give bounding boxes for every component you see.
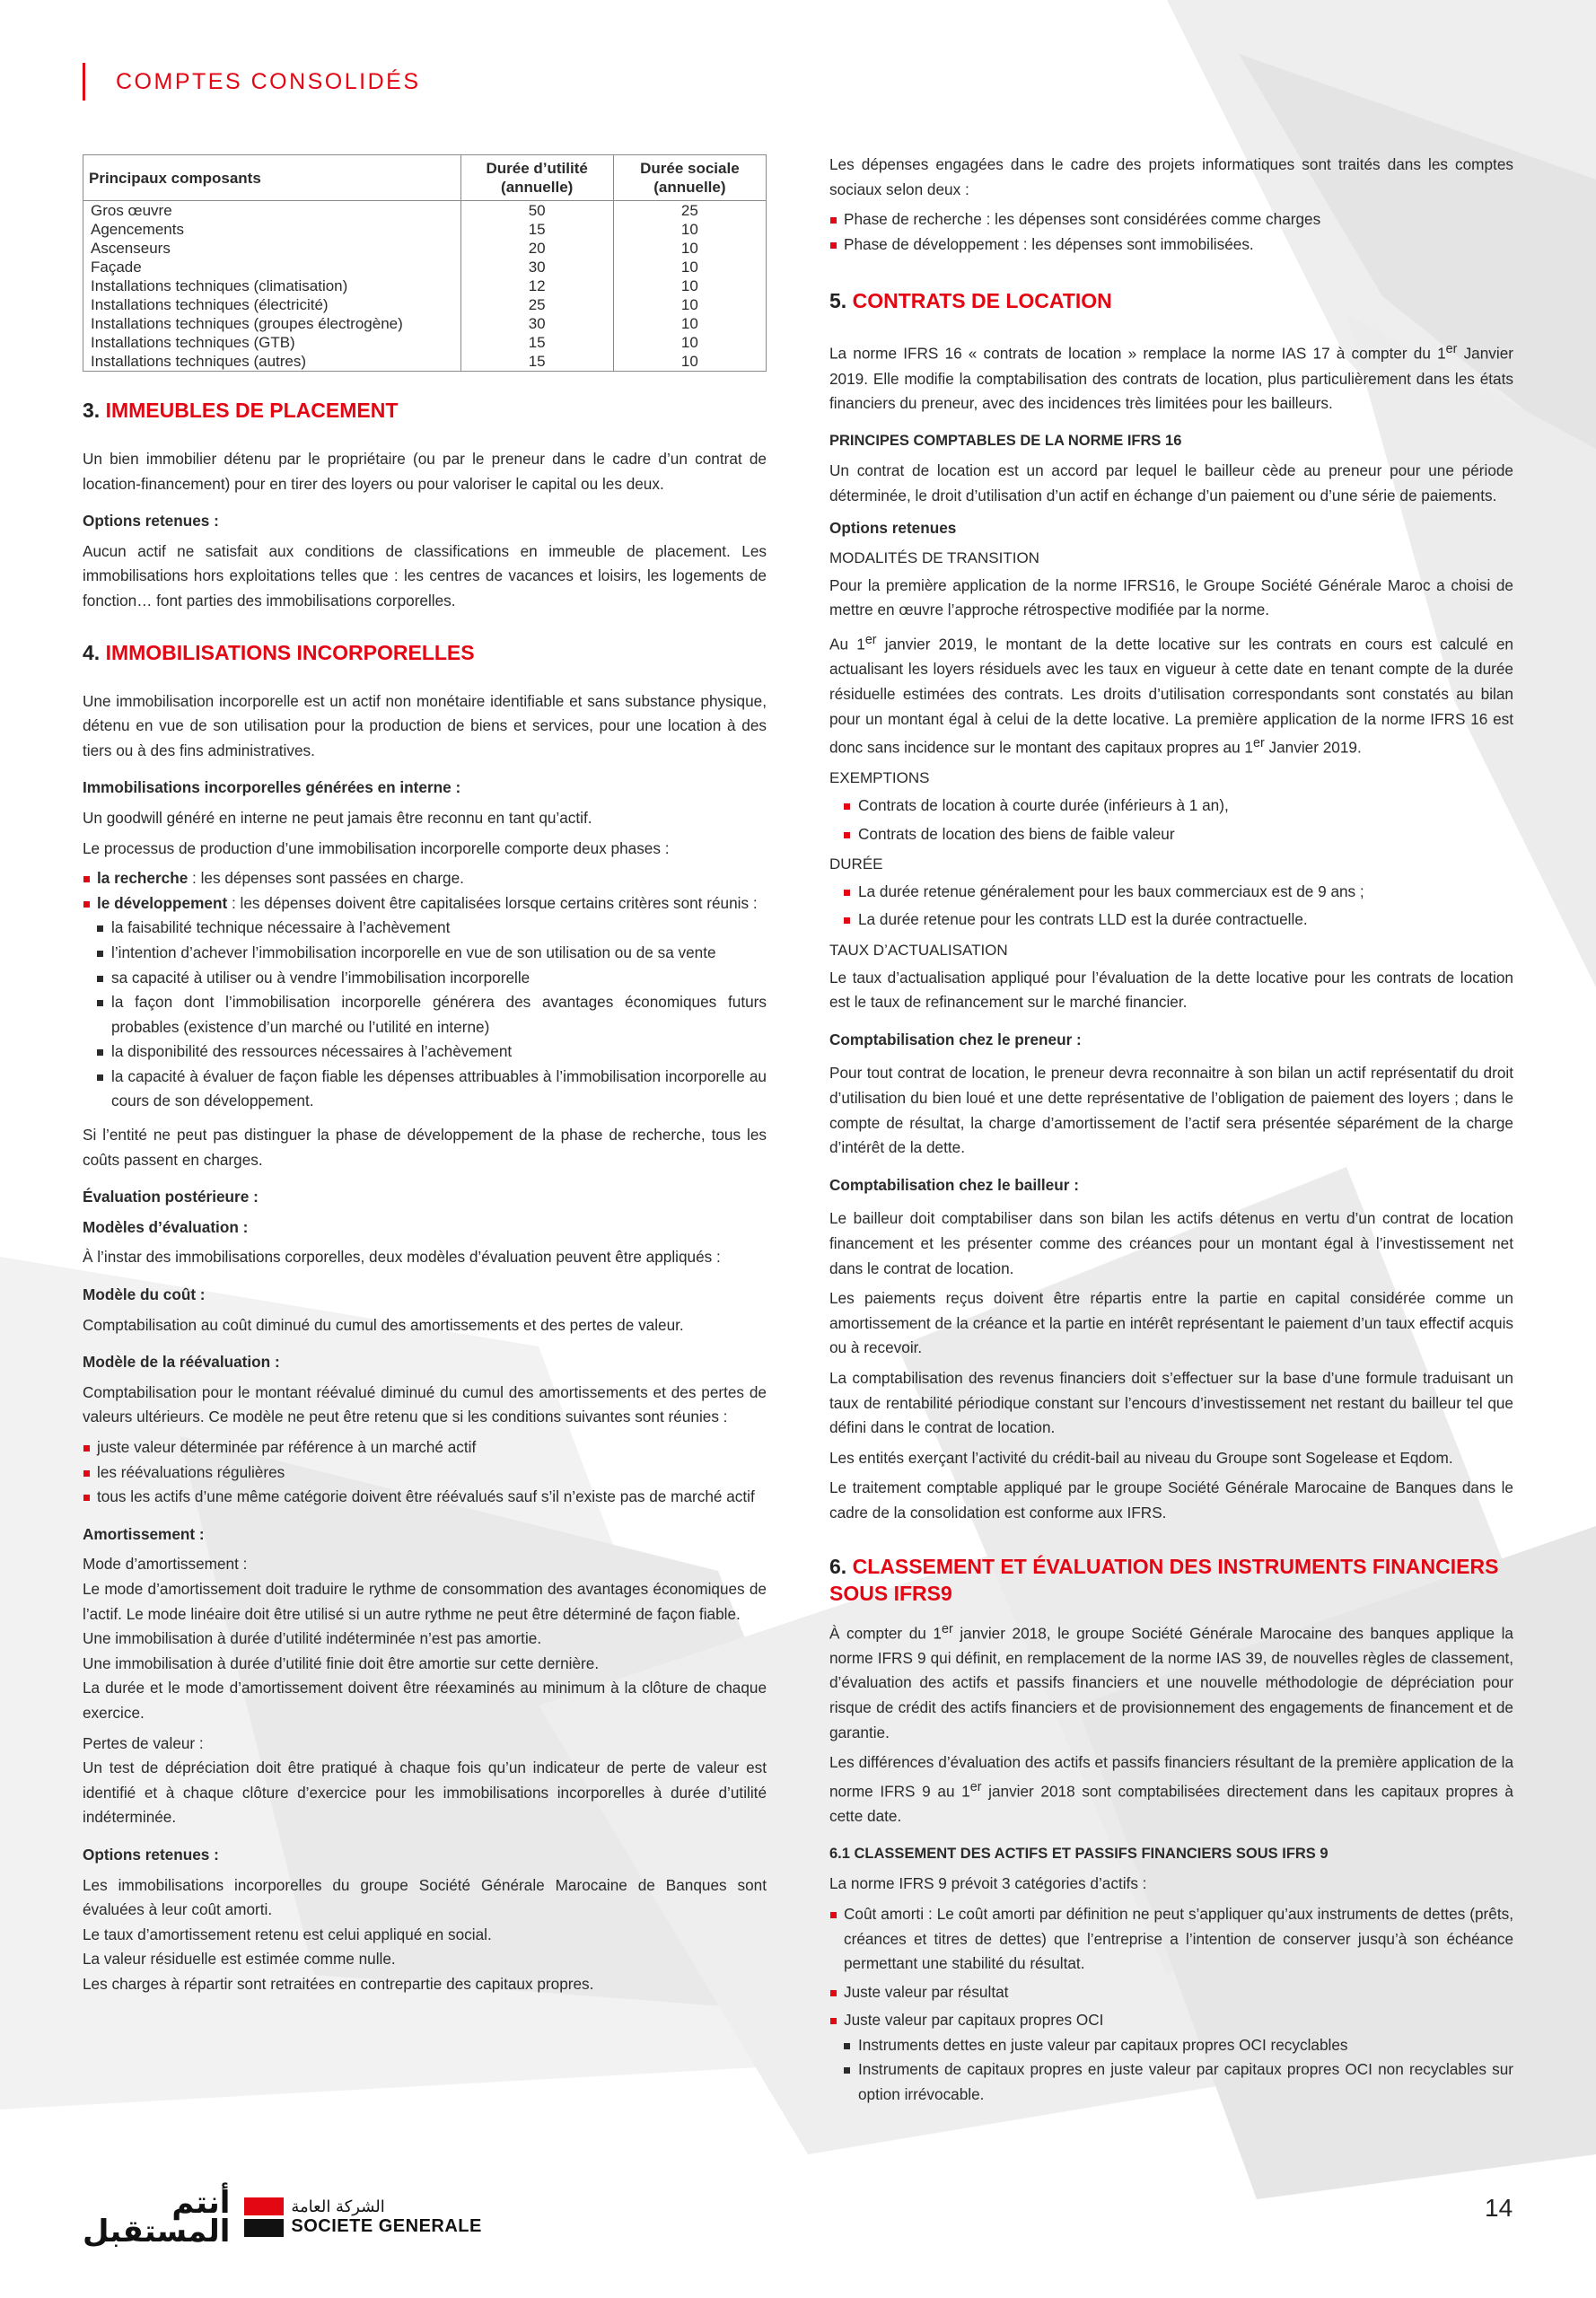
table-cell: 10 [613, 258, 766, 276]
subheading: 6.1 CLASSEMENT DES ACTIFS ET PASSIFS FINANCIERS SOUS IFRS 9 [829, 1845, 1329, 1862]
paragraph: Une immobilisation incorporelle est un actif non monétaire identifiable et sans substance physique, détenu en vue de son utilisation pour la production de biens et services, pour une location à des tiers ou à des fins administratives. [83, 691, 767, 759]
list-item: Phase de développement : les dépenses sont immobilisées. [829, 232, 1513, 258]
table-cell: 10 [613, 276, 766, 295]
section-heading-5: 5. CONTRATS DE LOCATION [829, 289, 1112, 313]
table-cell: 15 [460, 333, 613, 352]
paragraph: Si l’entité ne peut pas distinguer la phase de développement de la phase de recherche, tous les coûts passent en charges. [83, 1126, 767, 1169]
paragraph: Les dépenses engagées dans le cadre des projets informatiques sont traités dans les comptes sociaux selon deux : [829, 155, 1513, 198]
table-row [83, 258, 767, 276]
societe-generale-logo [244, 2197, 481, 2237]
list-item: Phase de recherche : les dépenses sont considérées comme charges [829, 207, 1513, 232]
paragraph: Comptabilisation au coût diminué du cumul des amortissements et des pertes de valeur. [83, 1315, 684, 1334]
exemptions-list [829, 794, 1513, 846]
table-header-row [83, 155, 767, 201]
subheading: Modèle du coût : [83, 1285, 206, 1304]
subheading: Évaluation postérieure : [83, 1188, 259, 1206]
paragraph: Les paiements reçus doivent être répartis entre la partie en capital considérée comme un amortissement de la créance et la partie en intérêt représentant le paiement d’un taux effectif acquis ou à recevoir. [829, 1289, 1513, 1357]
subheading: Immobilisations incorporelles générées en interne : [83, 778, 461, 797]
components-table [83, 154, 767, 372]
table-cell: 15 [460, 352, 613, 372]
paragraph: Au 1er janvier 2019, le montant de la dette locative sur les contrats en cours est calculé en actualisant les loyers résiduels avec les taux en vigueur à cette date en tenant compte de la durée résiduelle estimées des contrats. Les droits d’utilisation correspondants sont constatés au bilan pour un montant égal à celui de la dette locative. La première application de la norme IFRS 16 est donc sans incidence sur le montant des capitaux propres au 1er Janvier 2019. [829, 633, 1513, 757]
subheading: TAUX D’ACTUALISATION [829, 942, 1008, 960]
brand-name: SOCIETE GENERALE [291, 2216, 482, 2236]
list-item: La durée retenue généralement pour les baux commerciaux est de 9 ans ; [829, 880, 1513, 905]
subheading: Amortissement : [83, 1524, 205, 1543]
section-heading-6: 6. CLASSEMENT ET ÉVALUATION DES INSTRUMENTS FINANCIERS SOUS IFRS9 [829, 1554, 1499, 1605]
paragraph: La durée et le mode d’amortissement doivent être réexaminés au minimum à la clôture de chaque exercice. [83, 1679, 767, 1722]
list-item: Coût amorti : Le coût amorti par définition ne peut s’appliquer qu’aux instruments de dettes (prêts, créances et titres de dettes) que l’entreprise a l’intention de conserver jusqu’à son échéance permettant une stabilité du résultat. [829, 1902, 1513, 1977]
list-item: Instruments de capitaux propres en juste valeur par capitaux propres OCI non recyclables sur option irrévocable. [829, 2057, 1513, 2107]
table-cell: 25 [460, 295, 613, 314]
subheading: Comptabilisation chez le preneur : [829, 1030, 1082, 1048]
table-cell: Installations techniques (climatisation) [83, 276, 461, 295]
list-item: l’intention d’achever l’immobilisation incorporelle en vue de son utilisation ou de sa vente [83, 941, 767, 966]
list-item: Instruments dettes en juste valeur par capitaux propres OCI recyclables [829, 2033, 1513, 2058]
table-row [83, 314, 767, 333]
oci-sublist [829, 2033, 1513, 2108]
paragraph: Comptabilisation pour le montant réévalué diminué du cumul des amortissements et des pertes de valeurs ultérieurs. Ce modèle ne peut être retenu que si les conditions suivantes sont réunies : [83, 1382, 767, 1426]
list-item: Contrats de location des biens de faible valeur [829, 822, 1513, 847]
list-item: la capacité à évaluer de façon fiable les dépenses attribuables à l’immobilisation incorporelle au cours de son développement. [83, 1065, 767, 1114]
table-row [83, 276, 767, 295]
list-item: juste valeur déterminée par référence à un marché actif [83, 1435, 767, 1460]
table-row [83, 201, 767, 221]
subheading: MODALITÉS DE TRANSITION [829, 549, 1039, 567]
paragraph: La norme IFRS 16 « contrats de location » remplace la norme IAS 17 à compter du 1er Janvier 2019. Elle modifie la comptabilisation des contrats de location, plus particulièrement dans les états financiers du preneur, avec des incidences très limitées pour les bailleurs. [829, 342, 1513, 413]
paragraph: Le processus de production d’une immobilisation incorporelle comporte deux phases : [83, 838, 670, 857]
table-cell: 30 [460, 258, 613, 276]
paragraph: Mode d’amortissement : [83, 1555, 248, 1574]
paragraph: Le taux d’amortissement retenu est celui appliqué en social. [83, 1925, 492, 1943]
right-column [829, 153, 1513, 2108]
page-number: 14 [1485, 2194, 1513, 2222]
table-cell: 10 [613, 333, 766, 352]
brand-arabic: الشركة العامة [291, 2197, 385, 2216]
slogan-logo: أنتم المستقبل [83, 2185, 231, 2250]
paragraph: Un goodwill généré en interne ne peut jamais être reconnu en tant qu’actif. [83, 808, 592, 827]
table-cell: Installations techniques (autres) [83, 352, 461, 372]
table-cell: 10 [613, 295, 766, 314]
list-item: le développement : les dépenses doivent être capitalisées lorsque certains critères sont réunis : [83, 891, 767, 917]
duration-list [829, 880, 1513, 933]
table-header-cell: Durée d’utilité (annuelle) [460, 155, 613, 201]
footer-logo [83, 2185, 482, 2250]
criteria-list [83, 916, 767, 1114]
paragraph: Le bailleur doit comptabiliser dans son bilan les actifs détenus en vertu d’un contrat de location financement et les présenter comme des créances pour un montant égal à l’investissement net dans le contrat de location. [829, 1209, 1513, 1277]
list-item: la recherche : les dépenses sont passées en charge. [83, 866, 767, 891]
paragraph: La norme IFRS 9 prévoit 3 catégories d’actifs : [829, 1874, 1147, 1893]
subheading: Modèles d’évaluation : [83, 1217, 249, 1236]
table-row [83, 352, 767, 372]
revaluation-list [83, 1435, 767, 1510]
table-cell: Gros œuvre [83, 201, 461, 221]
table-cell: 10 [613, 352, 766, 372]
asset-category-list [829, 1902, 1513, 2033]
sg-square-icon [244, 2197, 284, 2237]
subheading: Modèle de la réévaluation : [83, 1353, 280, 1372]
table-cell: Installations techniques (groupes électrogène) [83, 314, 461, 333]
table-header-cell: Durée sociale (annuelle) [613, 155, 766, 201]
paragraph: À compter du 1er janvier 2018, le groupe Société Générale Marocaine des banques applique la norme IFRS 9 qui définit, en remplacement de la norme IAS 39, de nouvelles règles de classement, d’évaluation des actifs et passifs financiers et une nouvelle méthodologie de dépréciation pour risque de crédit des actifs financiers et de provisionnement des engagements de financement et de garantie. [829, 1621, 1513, 1741]
section-heading-4: 4. IMMOBILISATIONS INCORPORELLES [83, 640, 475, 664]
paragraph: Une immobilisation à durée d’utilité indéterminée n’est pas amortie. [83, 1629, 542, 1648]
table-cell: 30 [460, 314, 613, 333]
table-row [83, 220, 767, 239]
table-cell: Installations techniques (GTB) [83, 333, 461, 352]
paragraph: Une immobilisation à durée d’utilité finie doit être amortie sur cette dernière. [83, 1653, 600, 1672]
table-cell: Agencements [83, 220, 461, 239]
paragraph: Pour la première application de la norme IFRS16, le Groupe Société Générale Maroc a choisi de mettre en œuvre l’approche rétrospective modifiée par la norme. [829, 575, 1513, 619]
paragraph: La comptabilisation des revenus financiers doit s’effectuer sur la base d’une formule traduisant un taux de rentabilité périodique constant sur l’encours d’investissement net restant du bailleur tel que défini dans le contrat de location. [829, 1368, 1513, 1437]
list-item: Juste valeur par capitaux propres OCI [829, 2008, 1513, 2033]
subheading: Options retenues [829, 518, 957, 537]
paragraph: Aucun actif ne satisfait aux conditions de classifications en immeuble de placement. Les immobilisations hors exploitations telles que : les centres de vacances et loisirs, les logements de fonction… font parties des immobilisations corporelles. [83, 541, 767, 610]
phase-list [829, 207, 1513, 257]
list-item: sa capacité à utiliser ou à vendre l’immobilisation incorporelle [83, 966, 767, 991]
paragraph: Un contrat de location est un accord par lequel le bailleur cède au preneur pour une période déterminée, le droit d’utilisation d’un actif en échange d’un paiement ou d’une série de paiements. [829, 461, 1513, 505]
table-header-cell: Principaux composants [83, 155, 461, 201]
header-title: COMPTES CONSOLIDÉS [116, 69, 421, 94]
table-cell: 50 [460, 201, 613, 221]
table-cell: 12 [460, 276, 613, 295]
list-item: la faisabilité technique nécessaire à l’achèvement [83, 916, 767, 941]
list-item: la façon dont l’immobilisation incorporelle générera des avantages économiques futurs probables (existence d’un marché ou l’utilité en interne) [83, 990, 767, 1039]
left-column [83, 154, 767, 1996]
table-row [83, 295, 767, 314]
subheading: Options retenues : [83, 512, 219, 531]
table-cell: 15 [460, 220, 613, 239]
section-heading-3: 3. IMMEUBLES DE PLACEMENT [83, 399, 399, 422]
list-item: La durée retenue pour les contrats LLD est la durée contractuelle. [829, 908, 1513, 933]
subheading: Comptabilisation chez le bailleur : [829, 1175, 1079, 1194]
table-cell: 10 [613, 220, 766, 239]
table-cell: Installations techniques (électricité) [83, 295, 461, 314]
paragraph: Les charges à répartir sont retraitées en contrepartie des capitaux propres. [83, 1974, 594, 1993]
subheading: PRINCIPES COMPTABLES DE LA NORME IFRS 16 [829, 432, 1182, 449]
paragraph: Les immobilisations incorporelles du groupe Société Générale Marocaine de Banques sont évaluées à leur coût amorti. [83, 1875, 767, 1919]
subheading: Options retenues : [83, 1845, 219, 1864]
table-row [83, 239, 767, 258]
subheading: DURÉE [829, 855, 883, 873]
list-item: Juste valeur par résultat [829, 1980, 1513, 2005]
paragraph: La valeur résiduelle est estimée comme nulle. [83, 1950, 396, 1969]
page-header [83, 63, 421, 101]
paragraph: Les entités exerçant l’activité du crédit-bail au niveau du Groupe sont Sogelease et Eqdom. [829, 1448, 1453, 1467]
subheading: EXEMPTIONS [829, 769, 930, 787]
table-cell: Ascenseurs [83, 239, 461, 258]
list-item: les réévaluations régulières [83, 1460, 767, 1486]
table-cell: 10 [613, 314, 766, 333]
list-item: Contrats de location à courte durée (inférieurs à 1 an), [829, 794, 1513, 819]
list-item: tous les actifs d’une même catégorie doivent être réévalués sauf s’il n’existe pas de marché actif [83, 1485, 767, 1510]
paragraph: Pour tout contrat de location, le preneur devra reconnaitre à son bilan un actif représentatif du droit d’utilisation du bien loué et une dette représentative de l’obligation de paiement des loyers ; dans le compte de résultat, la charge d’amortissement de l’actif sera présentée séparément de la charge d’intérêt de la dette. [829, 1064, 1513, 1157]
paragraph: Le taux d’actualisation appliqué pour l’évaluation de la dette locative pour les contrats de location est le taux de refinancement sur le marché financier. [829, 968, 1513, 1012]
table-cell: Façade [83, 258, 461, 276]
paragraph: Pertes de valeur : [83, 1733, 204, 1752]
table-cell: 20 [460, 239, 613, 258]
paragraph: Le mode d’amortissement doit traduire le rythme de consommation des avantages économiques de l’actif. Le mode linéaire doit être utilisé si un autre rythme ne peut être déterminé de façon fiable. [83, 1579, 767, 1623]
paragraph: À l’instar des immobilisations corporelles, deux modèles d’évaluation peuvent être appliqués : [83, 1248, 721, 1267]
table-cell: 25 [613, 201, 766, 221]
paragraph: Un bien immobilier détenu par le propriétaire (ou par le preneur dans le cadre d’un contrat de location-financement) pour en tirer des loyers ou pour valoriser le capital ou les deux. [83, 450, 767, 493]
phase-list [83, 866, 767, 916]
paragraph: Un test de dépréciation doit être pratiqué à chaque fois qu’un indicateur de perte de valeur est identifié et à chaque clôture d’exercice pour les immobilisations incorporelles à durée d’utilité indéterminée. [83, 1759, 767, 1827]
list-item: la disponibilité des ressources nécessaires à l’achèvement [83, 1039, 767, 1065]
table-cell: 10 [613, 239, 766, 258]
table-row [83, 333, 767, 352]
paragraph: Le traitement comptable appliqué par le groupe Société Générale Marocaine de Banques dans le cadre de la consolidation est conforme aux IFRS. [829, 1478, 1513, 1522]
paragraph: Les différences d’évaluation des actifs et passifs financiers résultant de la première application de la norme IFRS 9 au 1er janvier 2018 sont comptabilisées directement dans les capitaux propres à cette date. [829, 1753, 1513, 1826]
